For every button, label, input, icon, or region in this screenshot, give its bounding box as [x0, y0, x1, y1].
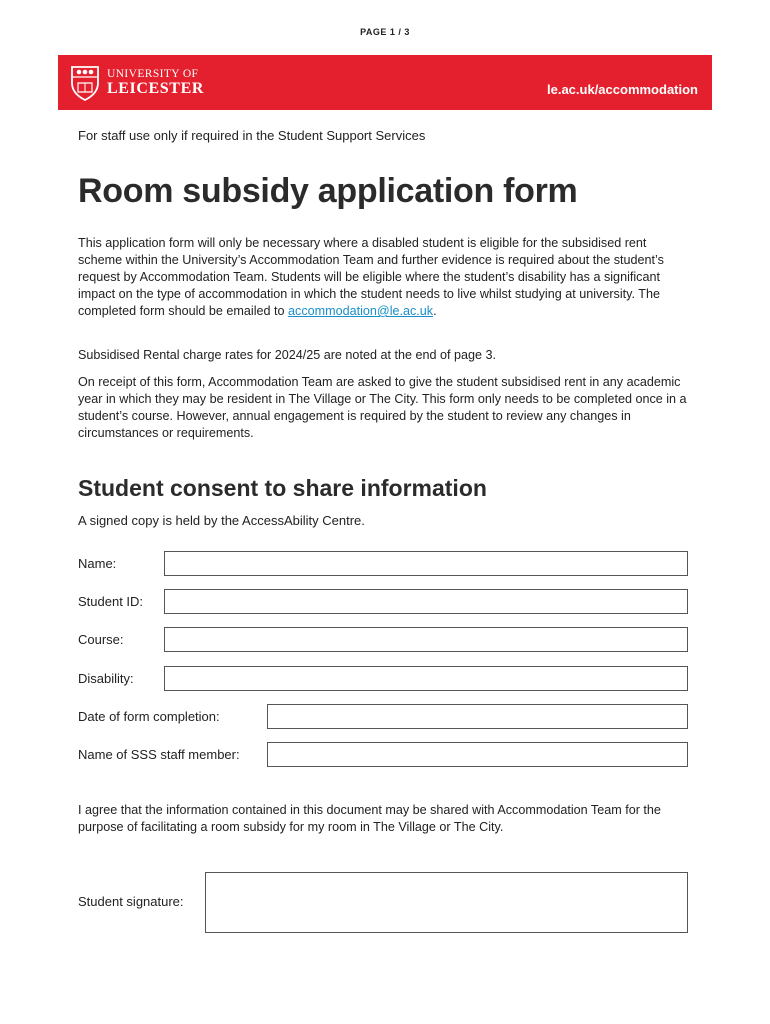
name-field[interactable] [164, 551, 688, 576]
intro-end: . [433, 304, 437, 318]
agreement-text: I agree that the information contained in this document may be shared with Accommodation Team for the purpose of facilitating a room subsidy for my room in The Village or The City. [78, 803, 661, 834]
name-label: Name: [78, 556, 117, 571]
logo-line2: LEICESTER [107, 80, 204, 98]
intro-text: This application form will only be necessary where a disabled student is eligible for the subsidised rent scheme within the University’s Accommodation Team and further evidence is required about the student’s request by Accommodation Team. Students will be eligible where the student’s disability has a significant impact on the type of accommodation in which the student needs to live whilst studying at university. The completed form should be emailed to [78, 236, 664, 318]
rates-note: Subsidised Rental charge rates for 2024/25 are noted at the end of page 3. [78, 348, 496, 362]
logo-wordmark [107, 69, 204, 98]
date-completion-label: Date of form completion: [78, 709, 220, 724]
consent-heading: Student consent to share information [78, 475, 487, 501]
signature-field[interactable] [205, 872, 688, 933]
signature-label: Student signature: [78, 894, 184, 909]
title-container [78, 172, 688, 211]
student-id-field[interactable] [164, 589, 688, 614]
course-field[interactable] [164, 627, 688, 652]
page-title: Room subsidy application form [78, 172, 578, 210]
page-indicator: PAGE 1 / 3 [360, 27, 410, 37]
crest-icon [70, 65, 100, 101]
course-label: Course: [78, 632, 124, 647]
consent-heading-container [78, 475, 688, 502]
disability-label: Disability: [78, 671, 134, 686]
staff-note: For staff use only if required in the Student Support Services [78, 128, 426, 143]
university-logo [70, 65, 204, 101]
student-id-label: Student ID: [78, 594, 144, 609]
held-note: A signed copy is held by the AccessAbility Centre. [78, 513, 365, 528]
logo-line1: UNIVERSITY OF [107, 67, 199, 80]
email-link[interactable]: accommodation@le.ac.uk [288, 304, 434, 318]
sss-staff-field[interactable] [267, 742, 688, 767]
disability-field[interactable] [164, 666, 688, 691]
accommodation-url-link[interactable]: le.ac.uk/accommodation [547, 82, 698, 97]
receipt-note: On receipt of this form, Accommodation Team are asked to give the student subsidised rent in any academic year in which they may be resident in The Village or The City. This form only needs to be completed once in a student’s course. However, annual engagement is required by the student to review any changes in circumstances or requirements. [78, 375, 687, 440]
intro-paragraph [78, 235, 688, 320]
date-completion-field[interactable] [267, 704, 688, 729]
header-banner [58, 55, 712, 110]
sss-staff-label: Name of SSS staff member: [78, 747, 240, 762]
